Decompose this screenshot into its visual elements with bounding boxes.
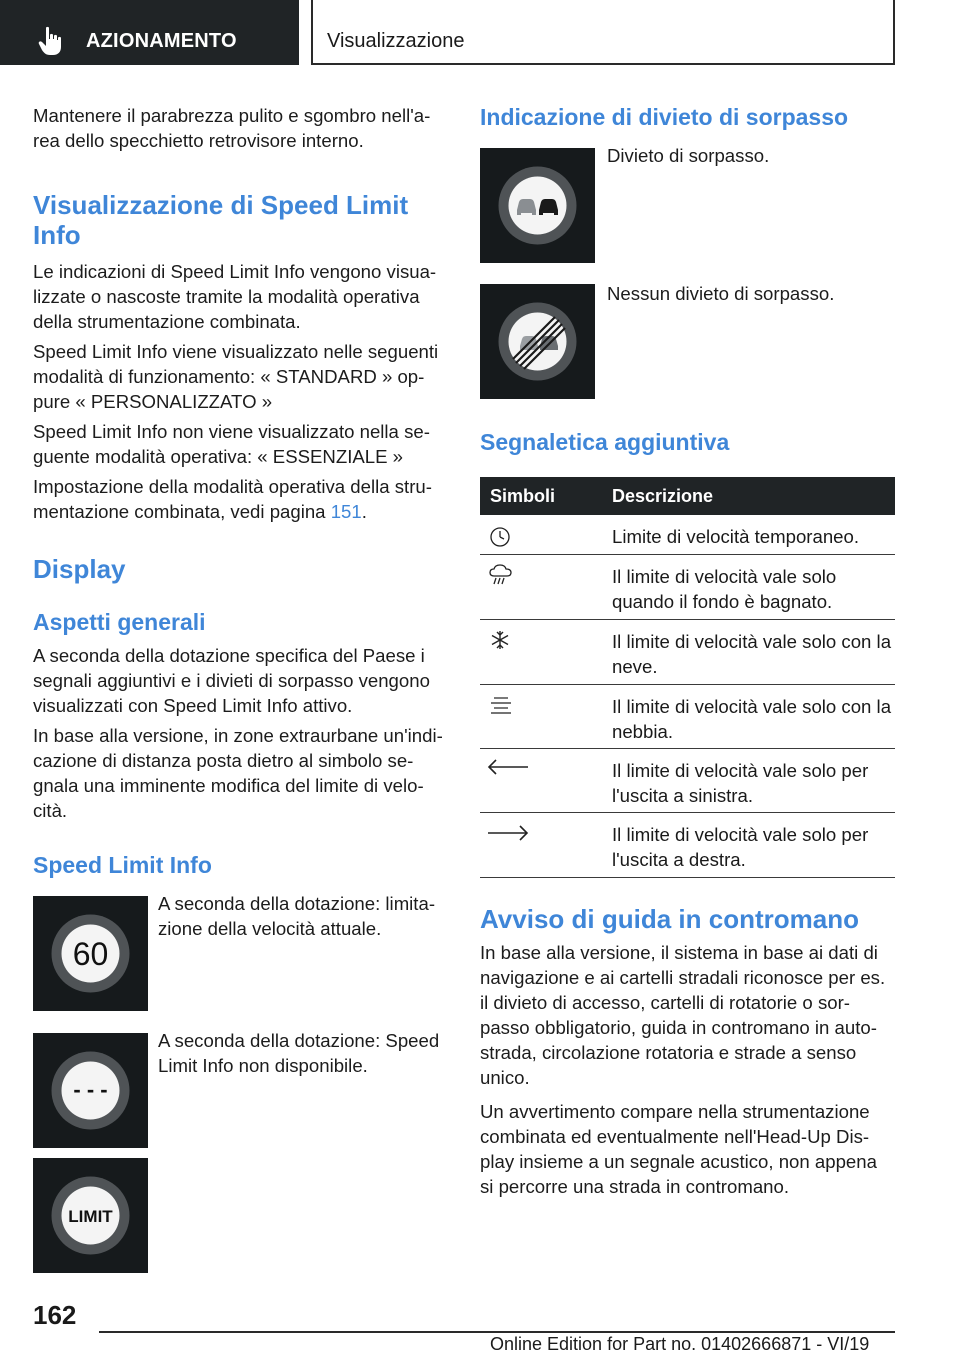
row-description: Il limite di velocità vale solo quando il fondo è bagnato. <box>612 566 837 612</box>
sign-value: - - - <box>73 1077 108 1102</box>
table-row <box>480 620 895 685</box>
paragraph-wrong-way-alert: Un avvertimento compare nella strumentazione combinata ed eventualmente nell'Head-Up Dis-play insieme a un segnale acustico, non appena si percorre una strada in contromano. <box>480 1101 877 1197</box>
page-link[interactable]: 151 <box>330 501 362 522</box>
end-no-overtaking-icon <box>480 284 595 399</box>
speed-sign-icon <box>33 1158 148 1273</box>
arrow-right-icon <box>486 823 530 843</box>
speed-sign-icon <box>33 896 148 1011</box>
no-overtaking-sign <box>480 148 595 263</box>
end-no-overtaking-sign <box>480 284 595 399</box>
page-number: 162 <box>33 1300 77 1330</box>
footer-divider <box>99 1331 895 1333</box>
heading-display: Display <box>33 554 126 584</box>
clock-icon <box>488 525 512 549</box>
heading-wrong-way-warning: Avviso di guida in contromano <box>480 904 859 934</box>
edition-info: Online Edition for Part no. 01402666871 - VI/19 <box>490 1334 870 1354</box>
speed-sign-icon <box>33 1033 148 1148</box>
no-overtaking-description: Divieto di sorpasso. <box>607 145 770 166</box>
header-section-tab <box>0 0 299 65</box>
heading-additional-signage: Segnaletica aggiuntiva <box>480 429 730 455</box>
paragraph-wrong-way-detection: In base alla versione, il sistema in base ai dati di navigazione e ai cartelli stradali riconosce per es. il divieto di accesso, cartelli di rotatorie o sor-passo obbligatorio, guida in contromano in auto-strada, circolazione rotatoria e strade a senso unico. <box>480 942 886 1088</box>
heading-general-aspects: Aspetti generali <box>33 609 206 635</box>
row-description: Il limite di velocità vale solo per l'uscita a destra. <box>612 824 869 870</box>
hand-pointer-icon <box>38 26 66 56</box>
topic-title: Visualizzazione <box>327 30 465 52</box>
sign2-description: A seconda della dotazione: Speed Limit Info non disponibile. <box>158 1030 440 1076</box>
sign1-description: A seconda della dotazione: limita-zione della velocità attuale. <box>158 893 436 939</box>
paragraph-distance-indication: In base alla versione, in zone extraurbane un'indi-cazione di distanza posta dietro al simbolo se-gnala una imminente modifica del limite di velo-cità. <box>33 725 443 821</box>
sign-value: LIMIT <box>68 1207 113 1226</box>
table-row <box>480 555 895 620</box>
row-description: Il limite di velocità vale solo per l'uscita a sinistra. <box>612 760 869 806</box>
column-header-description: Descrizione <box>612 486 714 506</box>
table-header <box>480 477 895 515</box>
paragraph-sli-visibility: Le indicazioni di Speed Limit Info vengono visua-lizzate o nascoste tramite la modalità operativa della strumentazione combinata. <box>33 261 437 332</box>
arrow-left-icon <box>486 757 530 777</box>
heading-no-overtaking: Indicazione di divieto di sorpasso <box>480 104 849 130</box>
sign-value: 60 <box>72 936 109 972</box>
table-row <box>480 749 895 813</box>
table-row <box>480 685 895 749</box>
intro-paragraph: Mantenere il parabrezza pulito e sgombro nell'a-rea dello specchietto retrovisore interno. <box>33 105 431 151</box>
table-row <box>480 813 895 878</box>
paragraph-additional-signs: A seconda della dotazione specifica del Paese i segnali aggiuntivi e i divieti di sorpasso vengono visualizzati con Speed Limit Info attivo. <box>33 645 430 716</box>
paragraph-mode-setting: Impostazione della modalità operativa della stru-mentazione combinata, vedi pagina 151. <box>33 476 432 522</box>
speed-limit-limit-sign <box>33 1158 148 1273</box>
speed-limit-60-sign <box>33 896 148 1011</box>
paragraph-sli-hidden-mode: Speed Limit Info non viene visualizzato nella se-guente modalità operativa: « ESSENZIALE » <box>33 421 430 467</box>
section-title: AZIONAMENTO <box>86 30 237 52</box>
heading-speed-limit-display: Visualizzazione di Speed Limit Info <box>33 190 409 250</box>
row-description: Il limite di velocità vale solo con la nebbia. <box>612 696 892 742</box>
column-header-symbols: Simboli <box>490 486 556 506</box>
header-topic-box <box>311 0 895 65</box>
fog-icon <box>488 695 514 717</box>
table-row <box>480 515 895 555</box>
rain-icon <box>488 563 514 587</box>
no-overtaking-icon <box>480 148 595 263</box>
row-description: Il limite di velocità vale solo con la neve. <box>612 631 892 677</box>
heading-speed-limit-info: Speed Limit Info <box>33 852 212 878</box>
end-no-overtaking-description: Nessun divieto di sorpasso. <box>607 283 835 304</box>
speed-limit-unavailable-sign <box>33 1033 148 1148</box>
paragraph-sli-modes: Speed Limit Info viene visualizzato nelle seguenti modalità di funzionamento: « STANDARD » op-pure « PERSONALIZZATO » <box>33 341 439 412</box>
row-description: Limite di velocità temporaneo. <box>612 526 860 547</box>
snowflake-icon <box>488 628 512 652</box>
